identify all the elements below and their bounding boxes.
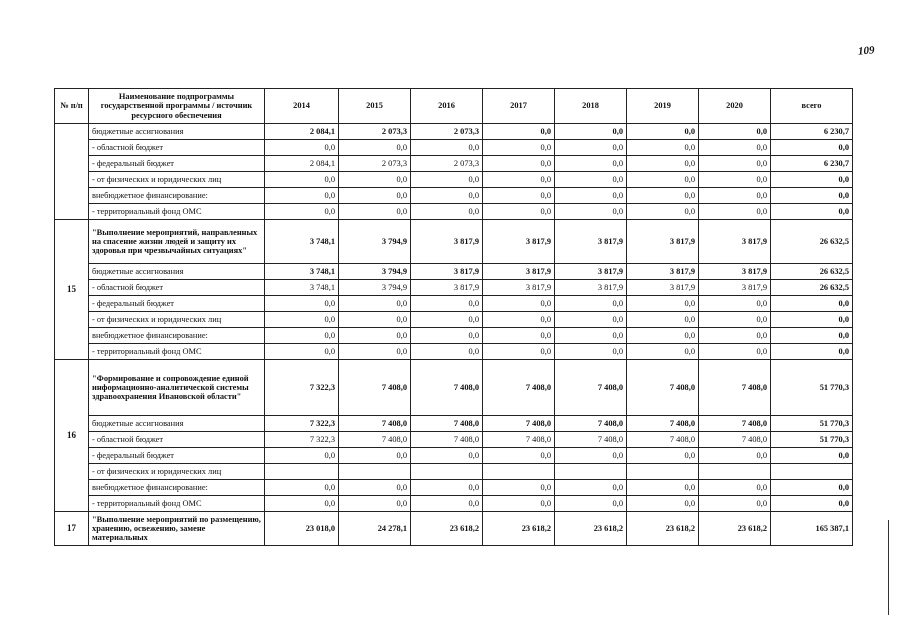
value-2020: 0,0	[699, 496, 771, 512]
value-2019: 0,0	[627, 480, 699, 496]
value-2016: 7 408,0	[411, 432, 483, 448]
value-2017: 3 817,9	[483, 220, 555, 264]
value-2018: 0,0	[555, 204, 627, 220]
value-2019: 0,0	[627, 328, 699, 344]
value-2016	[411, 464, 483, 480]
value-2017: 0,0	[483, 204, 555, 220]
value-total: 0,0	[771, 328, 853, 344]
source-name: - областной бюджет	[89, 140, 265, 156]
value-2020: 0,0	[699, 312, 771, 328]
source-name: - территориальный фонд ОМС	[89, 204, 265, 220]
value-2017: 0,0	[483, 188, 555, 204]
source-name: бюджетные ассигнования	[89, 416, 265, 432]
value-2017: 23 618,2	[483, 512, 555, 546]
value-total: 26 632,5	[771, 280, 853, 296]
value-total: 6 230,7	[771, 124, 853, 140]
value-2020	[699, 464, 771, 480]
value-2018	[555, 464, 627, 480]
table-row	[55, 140, 853, 156]
table-row	[55, 344, 853, 360]
value-total: 6 230,7	[771, 156, 853, 172]
value-2016: 3 817,9	[411, 220, 483, 264]
value-total: 0,0	[771, 480, 853, 496]
value-2016: 0,0	[411, 204, 483, 220]
table-row	[55, 416, 853, 432]
table-row	[55, 512, 853, 546]
value-2017: 7 408,0	[483, 416, 555, 432]
value-total: 51 770,3	[771, 416, 853, 432]
value-2020: 3 817,9	[699, 264, 771, 280]
value-2018: 7 408,0	[555, 432, 627, 448]
source-name: - федеральный бюджет	[89, 448, 265, 464]
value-2020: 23 618,2	[699, 512, 771, 546]
value-2016: 3 817,9	[411, 280, 483, 296]
value-2018: 0,0	[555, 328, 627, 344]
value-2019: 0,0	[627, 344, 699, 360]
value-2014: 0,0	[265, 344, 339, 360]
value-2018: 0,0	[555, 140, 627, 156]
value-2015: 24 278,1	[339, 512, 411, 546]
table-row	[55, 124, 853, 140]
value-total: 51 770,3	[771, 360, 853, 416]
source-name: - территориальный фонд ОМС	[89, 344, 265, 360]
page-number: 109	[857, 44, 875, 58]
value-2019: 7 408,0	[627, 432, 699, 448]
header-2017: 2017	[483, 89, 555, 124]
value-2015: 7 408,0	[339, 360, 411, 416]
value-2018: 0,0	[555, 448, 627, 464]
table-row	[55, 464, 853, 480]
value-2016: 0,0	[411, 496, 483, 512]
value-2017: 7 408,0	[483, 432, 555, 448]
value-2020: 7 408,0	[699, 416, 771, 432]
value-2020: 0,0	[699, 344, 771, 360]
value-2018: 0,0	[555, 296, 627, 312]
table-row	[55, 204, 853, 220]
value-2020: 0,0	[699, 328, 771, 344]
value-2014: 0,0	[265, 140, 339, 156]
value-2015: 0,0	[339, 344, 411, 360]
value-2019: 0,0	[627, 296, 699, 312]
value-2018: 23 618,2	[555, 512, 627, 546]
header-2014: 2014	[265, 89, 339, 124]
source-name: - от физических и юридических лиц	[89, 172, 265, 188]
table-row	[55, 220, 853, 264]
value-2017: 0,0	[483, 344, 555, 360]
value-2018: 0,0	[555, 156, 627, 172]
value-2019: 3 817,9	[627, 220, 699, 264]
value-2019: 0,0	[627, 496, 699, 512]
value-2014: 0,0	[265, 188, 339, 204]
value-2017: 0,0	[483, 172, 555, 188]
value-2017: 0,0	[483, 480, 555, 496]
table-row	[55, 188, 853, 204]
value-2019: 0,0	[627, 156, 699, 172]
value-2015: 7 408,0	[339, 432, 411, 448]
source-name: "Формирование и сопровождение единой информационно-аналитической системы здравоохранения Ивановской области"	[89, 360, 265, 416]
value-2018: 0,0	[555, 496, 627, 512]
value-2015: 2 073,3	[339, 124, 411, 140]
value-2015: 0,0	[339, 296, 411, 312]
value-2017: 0,0	[483, 448, 555, 464]
value-2017: 3 817,9	[483, 280, 555, 296]
value-2014: 2 084,1	[265, 124, 339, 140]
value-2015: 0,0	[339, 448, 411, 464]
value-total: 0,0	[771, 172, 853, 188]
value-2018: 0,0	[555, 312, 627, 328]
source-name: внебюджетное финансирование:	[89, 188, 265, 204]
table-row	[55, 156, 853, 172]
source-name: - территориальный фонд ОМС	[89, 496, 265, 512]
value-total: 0,0	[771, 344, 853, 360]
value-2014: 3 748,1	[265, 280, 339, 296]
value-2016: 7 408,0	[411, 416, 483, 432]
source-name: бюджетные ассигнования	[89, 264, 265, 280]
value-2015: 3 794,9	[339, 280, 411, 296]
header-name: Наименование подпрограммы государственной программы / источник ресурсного обеспечения	[89, 89, 265, 124]
value-2020: 3 817,9	[699, 280, 771, 296]
row-number: 16	[55, 360, 89, 512]
value-2019	[627, 464, 699, 480]
row-number: 17	[55, 512, 89, 546]
value-total: 26 632,5	[771, 264, 853, 280]
value-2017: 3 817,9	[483, 264, 555, 280]
value-2018: 0,0	[555, 124, 627, 140]
table-row	[55, 172, 853, 188]
value-2019: 0,0	[627, 140, 699, 156]
value-2019: 0,0	[627, 448, 699, 464]
header-2020: 2020	[699, 89, 771, 124]
value-2015: 0,0	[339, 172, 411, 188]
value-2014: 3 748,1	[265, 264, 339, 280]
value-2014: 0,0	[265, 172, 339, 188]
value-2019: 23 618,2	[627, 512, 699, 546]
value-2018: 7 408,0	[555, 416, 627, 432]
table-row	[55, 360, 853, 416]
table-row	[55, 312, 853, 328]
value-2016: 2 073,3	[411, 124, 483, 140]
value-2018: 0,0	[555, 172, 627, 188]
header-2015: 2015	[339, 89, 411, 124]
value-2020: 0,0	[699, 480, 771, 496]
value-2017: 0,0	[483, 312, 555, 328]
source-name: - областной бюджет	[89, 432, 265, 448]
source-name: - от физических и юридических лиц	[89, 464, 265, 480]
value-2015: 0,0	[339, 496, 411, 512]
financing-table	[54, 88, 853, 546]
value-2016: 0,0	[411, 448, 483, 464]
value-2014: 7 322,3	[265, 416, 339, 432]
value-2016: 0,0	[411, 296, 483, 312]
value-2020: 7 408,0	[699, 360, 771, 416]
header-row	[55, 89, 853, 124]
value-2020: 0,0	[699, 448, 771, 464]
source-name: бюджетные ассигнования	[89, 124, 265, 140]
source-name: "Выполнение мероприятий по размещению, хранению, освежению, замене материальных	[89, 512, 265, 546]
value-2015: 0,0	[339, 480, 411, 496]
value-2014: 0,0	[265, 328, 339, 344]
value-2016: 7 408,0	[411, 360, 483, 416]
value-2014: 0,0	[265, 448, 339, 464]
value-2014: 7 322,3	[265, 432, 339, 448]
value-2020: 0,0	[699, 124, 771, 140]
source-name: - от физических и юридических лиц	[89, 312, 265, 328]
value-2015: 7 408,0	[339, 416, 411, 432]
value-2017: 0,0	[483, 140, 555, 156]
header-total: всего	[771, 89, 853, 124]
value-total: 0,0	[771, 448, 853, 464]
table-row	[55, 264, 853, 280]
value-2020: 3 817,9	[699, 220, 771, 264]
value-2014	[265, 464, 339, 480]
value-2018: 3 817,9	[555, 264, 627, 280]
value-2016: 2 073,3	[411, 156, 483, 172]
value-2017: 0,0	[483, 124, 555, 140]
value-2015: 3 794,9	[339, 264, 411, 280]
value-2014: 23 018,0	[265, 512, 339, 546]
value-2016: 0,0	[411, 328, 483, 344]
value-2018: 0,0	[555, 480, 627, 496]
value-2016: 0,0	[411, 480, 483, 496]
value-2016: 23 618,2	[411, 512, 483, 546]
value-2015: 0,0	[339, 204, 411, 220]
value-2018: 3 817,9	[555, 280, 627, 296]
source-name: - федеральный бюджет	[89, 156, 265, 172]
header-2016: 2016	[411, 89, 483, 124]
value-total: 26 632,5	[771, 220, 853, 264]
row-number: 15	[55, 220, 89, 360]
value-total	[771, 464, 853, 480]
value-2019: 7 408,0	[627, 360, 699, 416]
table-row	[55, 448, 853, 464]
table-row	[55, 296, 853, 312]
value-2014: 0,0	[265, 296, 339, 312]
value-2016: 0,0	[411, 344, 483, 360]
value-2015	[339, 464, 411, 480]
value-2018: 0,0	[555, 188, 627, 204]
value-2018: 7 408,0	[555, 360, 627, 416]
value-2014: 0,0	[265, 204, 339, 220]
value-2016: 0,0	[411, 188, 483, 204]
value-2015: 0,0	[339, 140, 411, 156]
table-row	[55, 328, 853, 344]
table-row	[55, 280, 853, 296]
value-2015: 0,0	[339, 328, 411, 344]
value-total: 0,0	[771, 204, 853, 220]
source-name: "Выполнение мероприятий, направленных на спасение жизни людей и защиту их здоровья при чрезвычайных ситуациях"	[89, 220, 265, 264]
value-2019: 0,0	[627, 124, 699, 140]
value-2017: 0,0	[483, 496, 555, 512]
value-2017: 0,0	[483, 296, 555, 312]
value-2019: 3 817,9	[627, 264, 699, 280]
value-2017	[483, 464, 555, 480]
value-2020: 0,0	[699, 188, 771, 204]
value-total: 0,0	[771, 296, 853, 312]
value-2020: 0,0	[699, 140, 771, 156]
table-row	[55, 480, 853, 496]
value-2017: 0,0	[483, 156, 555, 172]
value-2016: 0,0	[411, 312, 483, 328]
source-name: внебюджетное финансирование:	[89, 480, 265, 496]
source-name: - федеральный бюджет	[89, 296, 265, 312]
value-2014: 0,0	[265, 480, 339, 496]
value-2016: 0,0	[411, 172, 483, 188]
value-2017: 7 408,0	[483, 360, 555, 416]
row-number	[55, 124, 89, 220]
value-total: 165 387,1	[771, 512, 853, 546]
value-2015: 3 794,9	[339, 220, 411, 264]
value-2017: 0,0	[483, 328, 555, 344]
value-2018: 3 817,9	[555, 220, 627, 264]
value-2014: 7 322,3	[265, 360, 339, 416]
value-2019: 0,0	[627, 188, 699, 204]
value-2020: 0,0	[699, 204, 771, 220]
margin-line	[888, 520, 889, 615]
value-2016: 0,0	[411, 140, 483, 156]
header-2019: 2019	[627, 89, 699, 124]
value-2020: 7 408,0	[699, 432, 771, 448]
value-2014: 0,0	[265, 312, 339, 328]
header-no: № п/п	[55, 89, 89, 124]
value-total: 0,0	[771, 496, 853, 512]
value-2019: 3 817,9	[627, 280, 699, 296]
source-name: - областной бюджет	[89, 280, 265, 296]
header-2018: 2018	[555, 89, 627, 124]
value-2014: 3 748,1	[265, 220, 339, 264]
value-2014: 0,0	[265, 496, 339, 512]
value-2015: 0,0	[339, 188, 411, 204]
value-2015: 2 073,3	[339, 156, 411, 172]
value-total: 0,0	[771, 188, 853, 204]
value-2016: 3 817,9	[411, 264, 483, 280]
value-2019: 0,0	[627, 204, 699, 220]
source-name: внебюджетное финансирование:	[89, 328, 265, 344]
value-2019: 0,0	[627, 172, 699, 188]
value-2019: 0,0	[627, 312, 699, 328]
value-2019: 7 408,0	[627, 416, 699, 432]
value-2020: 0,0	[699, 156, 771, 172]
value-2015: 0,0	[339, 312, 411, 328]
value-2020: 0,0	[699, 296, 771, 312]
value-total: 51 770,3	[771, 432, 853, 448]
table-row	[55, 496, 853, 512]
table-row	[55, 432, 853, 448]
value-2014: 2 084,1	[265, 156, 339, 172]
value-total: 0,0	[771, 140, 853, 156]
value-2018: 0,0	[555, 344, 627, 360]
value-2020: 0,0	[699, 172, 771, 188]
value-total: 0,0	[771, 312, 853, 328]
